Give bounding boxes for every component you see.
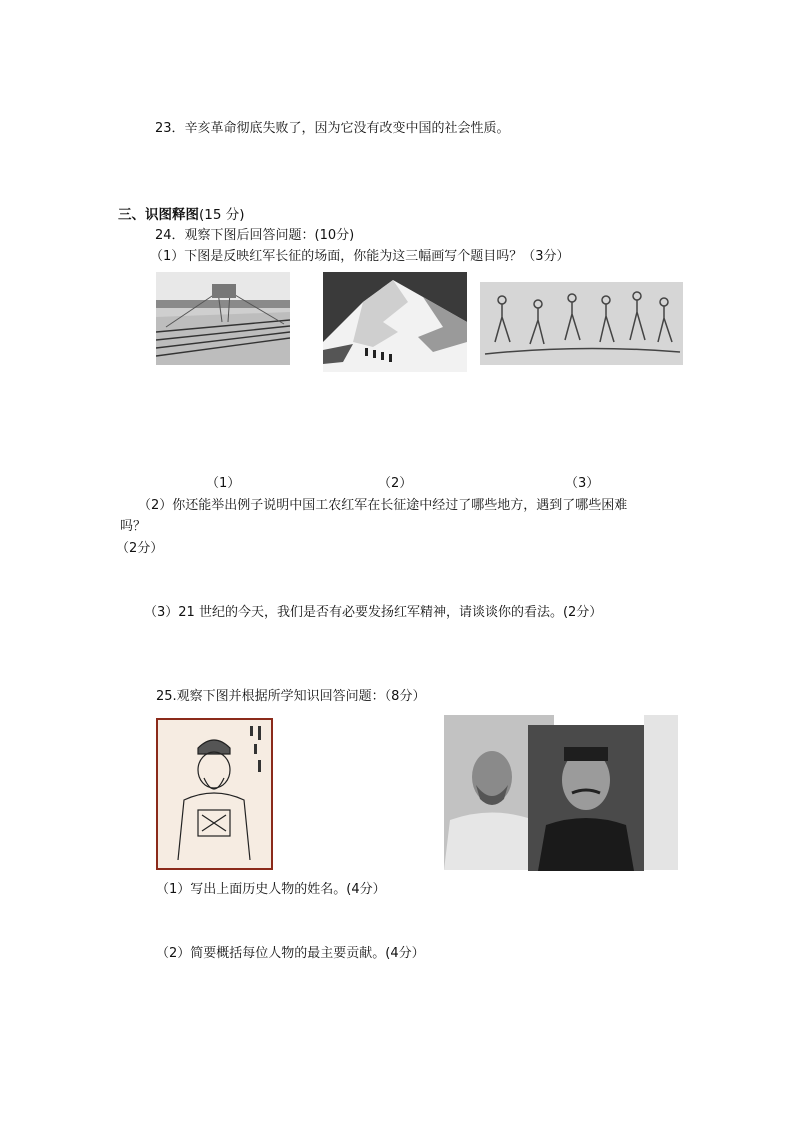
figure-label-2: （2）	[378, 476, 413, 491]
figure-luding-bridge	[156, 272, 290, 365]
figure-portrait-photo-right	[528, 725, 644, 871]
section-3-title	[118, 206, 245, 224]
question-24-sub2-score: （2分）	[116, 541, 164, 556]
question-23: 23．辛亥革命彻底失败了，因为它没有改变中国的社会性质。	[155, 121, 510, 136]
question-24-sub3: （3）21 世纪的今天，我们是否有必要发扬红军精神，请谈谈你的看法。(2分）	[144, 605, 603, 620]
question-25-sub1: （1）写出上面历史人物的姓名。(4分）	[156, 882, 386, 897]
question-25-stem: 25.观察下图并根据所学知识回答问题：（8分）	[156, 689, 426, 704]
figure-photo-background	[644, 715, 678, 870]
figure-snow-mountain	[323, 272, 467, 372]
section-3-heading: 三、识图释图	[118, 207, 199, 223]
figure-soldiers-sketch	[480, 282, 683, 365]
question-24-sub2-line2: 吗？	[120, 519, 147, 534]
figure-label-3: （3）	[565, 476, 600, 491]
photo-right-drawing	[528, 725, 644, 871]
figure-qing-official-portrait	[156, 718, 273, 870]
official-drawing	[158, 720, 271, 868]
question-24-stem: 24．观察下图后回答问题：(10分)	[155, 228, 355, 243]
figure-label-1: （1）	[206, 476, 241, 491]
sketch-drawing	[480, 282, 683, 365]
question-24-sub1: （1）下图是反映红军长征的场面，你能为这三幅画写个题目吗？（3分）	[150, 249, 570, 264]
question-25-sub2: （2）简要概括每位人物的最主要贡献。(4分）	[156, 946, 425, 961]
section-3-score: (15 分)	[199, 207, 245, 223]
question-24-sub2-line1: （2）你还能举出例子说明中国工农红军在长征途中经过了哪些地方，遇到了哪些困难	[138, 498, 628, 513]
bridge-drawing	[156, 272, 290, 365]
mountain-drawing	[323, 272, 467, 372]
